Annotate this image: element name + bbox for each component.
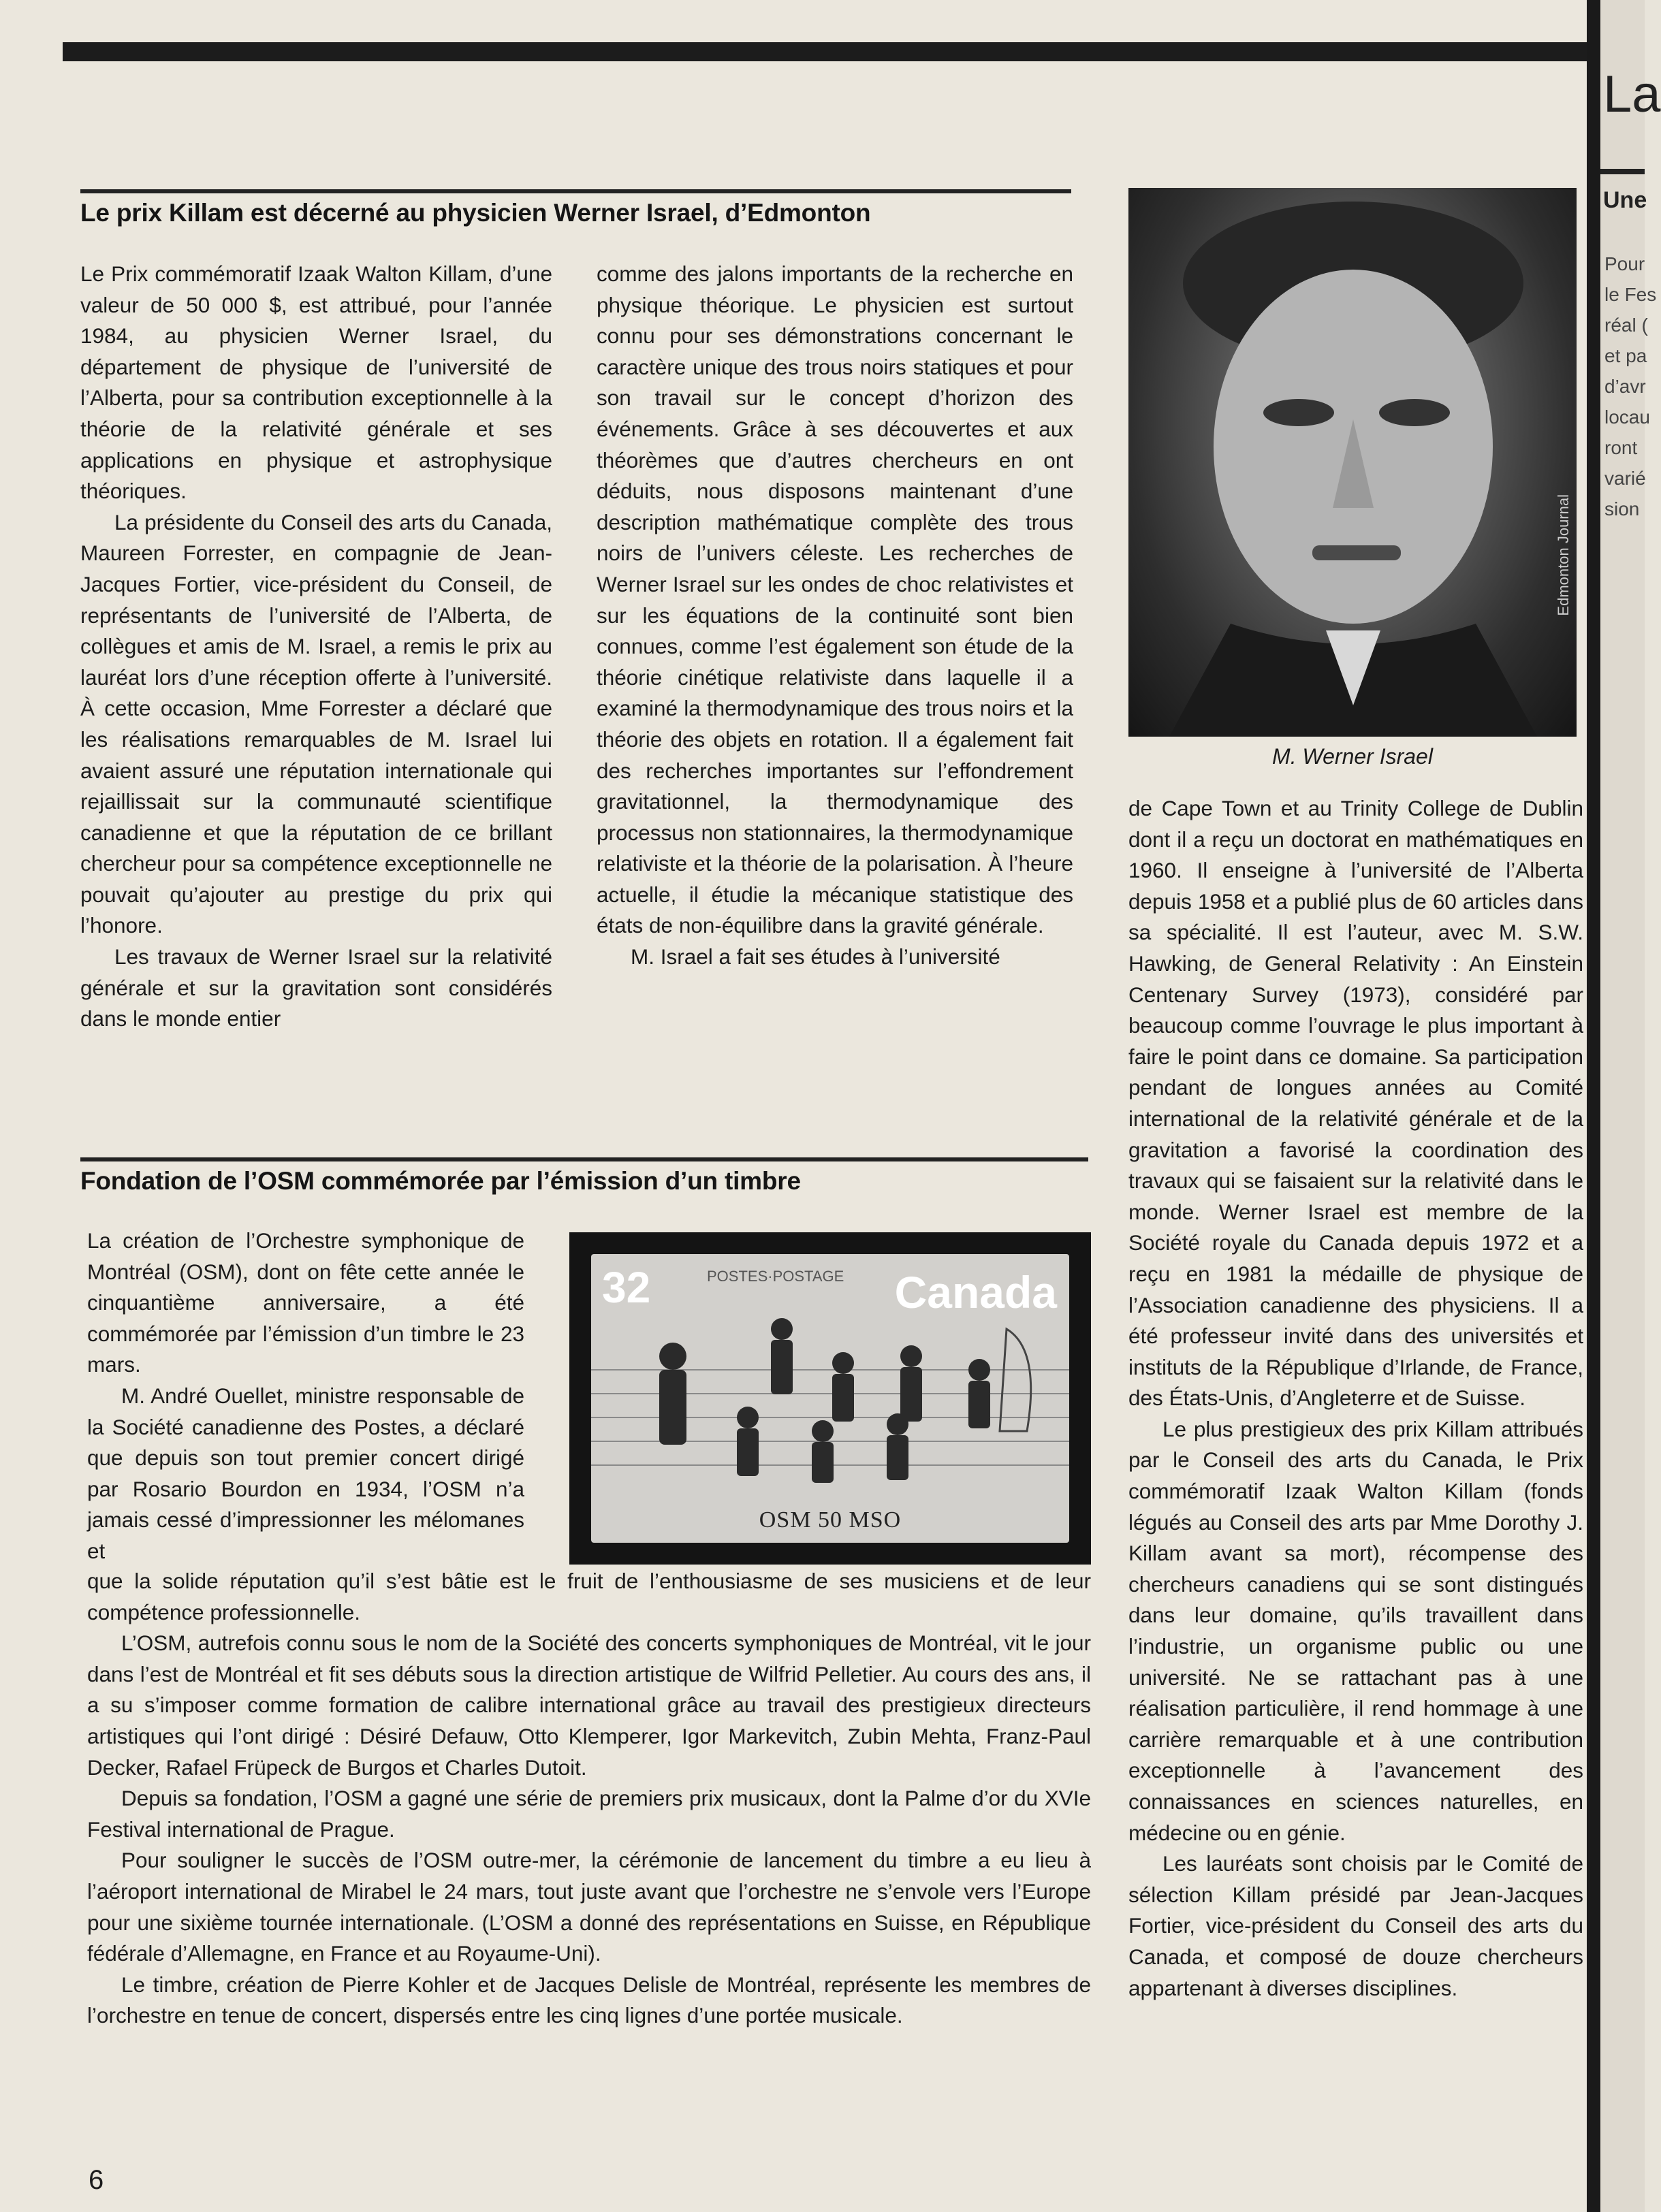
next-page-line: d’avr	[1604, 376, 1646, 397]
next-page-headline: Une	[1603, 187, 1647, 213]
paragraph: M. André Ouellet, ministre responsable de la Société canadienne des Postes, a déclaré que depuis son tout premier concert dirigé par Rosario Bourdon en 1934, l’OSM n’a jamais cessé d’impressionner les mélomanes et	[87, 1383, 524, 1563]
next-page-edge	[1600, 0, 1661, 2212]
top-rule	[63, 42, 1587, 61]
article2-narrow-column	[87, 1225, 524, 1567]
next-page-line: et pa	[1604, 345, 1647, 366]
article2-wide-column	[87, 1566, 1091, 2032]
next-page-line: sion	[1604, 498, 1640, 519]
next-page-line: varié	[1604, 468, 1646, 489]
article2-top-rule	[80, 1157, 1088, 1161]
article1-column-1	[80, 259, 552, 1035]
stamp-country: Canada	[894, 1267, 1057, 1317]
portrait-photo	[1128, 188, 1577, 737]
article1-column-3	[1128, 793, 1583, 2004]
paragraph: Depuis sa fondation, l’OSM a gagné une série de premiers prix musicaux, dont la Palme d’or du XVIe Festival international de Prague.	[87, 1786, 1091, 1842]
next-page-line: Pour	[1604, 253, 1645, 274]
photo-caption: M. Werner Israel	[1272, 744, 1433, 769]
article2-headline: Fondation de l’OSM commémorée par l’émission d’un timbre	[80, 1167, 801, 1195]
paragraph: comme des jalons importants de la recherche en physique théorique. Le physicien est surtout connu pour ses démonstrations concernant le caractère unique des trous noirs statiques et pour son travail sur le concept d’horizon des événements. Grâce à ses découvertes et aux théorèmes que d’autres chercheurs en ont déduits, nous disposons maintenant d’une description mathématique complète des trous noirs de l’univers céleste. Les recherches de Werner Israel sur les ondes de choc relativistes et sur les équations de la continuité sont bien connues, comme l’est également son étude de la théorie cinétique relativiste dans laquelle il a examiné la thermodynamique des trous noirs et la théorie des objets en rotation. Il a également fait des recherches importantes sur l’effondrement gravitationnel, la thermodynamique des processus non stationnaires, la thermodynamique relativiste et la théorie de la polarisation. À l’heure actuelle, il étudie la mécanique statistique des états de non-équilibre dans la gravité générale.	[597, 261, 1073, 938]
next-page-rule	[1600, 169, 1645, 174]
next-page-line: locau	[1604, 406, 1650, 428]
portrait-illustration	[1128, 188, 1577, 737]
stamp-legend: OSM 50 MSO	[759, 1507, 902, 1533]
stamp-value: 32	[602, 1263, 651, 1312]
next-page-line: réal (	[1604, 315, 1648, 336]
paragraph: L’OSM, autrefois connu sous le nom de la Société des concerts symphoniques de Montréal, vit le jour dans l’est de Montréal et fit ses débuts sous la direction artistique de Wilfrid Pelletier. Au cours des ans, il a su s’imposer comme formation de calibre international grâce au travail des prestigieux directeurs artistiques qui l’ont dirigé : Désiré Defauw, Otto Klemperer, Igor Markevitch, Zubin Mehta, Franz-Paul Decker, Rafael Früpeck de Burgos et Charles Dutoit.	[87, 1631, 1091, 1780]
next-page-title: La	[1603, 65, 1661, 123]
paragraph: que la solide réputation qu’il s’est bâtie est le fruit de l’enthousiasme de ses musiciens et de leur compétence professionnelle.	[87, 1569, 1091, 1624]
stamp-image	[569, 1232, 1091, 1565]
paragraph: Le timbre, création de Pierre Kohler et de Jacques Delisle de Montréal, représente les membres de l’orchestre en tenue de concert, dispersés entre les cinq lignes d’une portée musicale.	[87, 1972, 1091, 2028]
page-number: 6	[89, 2165, 104, 2195]
paragraph: La présidente du Conseil des arts du Canada, Maureen Forrester, en compagnie de Jean-Jacques Fortier, vice-président du Conseil, de représentants de l’université de l’Alberta, de collègues et amis de M. Israel, a remis le prix au lauréat lors d’une réception offerte à l’université. À cette occasion, Mme Forrester a déclaré que les réalisations remarquables de M. Israel lui avaient assuré une réputation internationale qui rejaillissait sur la communauté scientifique canadienne et que la réputation de ce brillant chercheur pour sa compétence exceptionnelle ne pouvait qu’ajouter au prestige du prix qui l’honore.	[80, 509, 552, 938]
paragraph: Les lauréats sont choisis par le Comité de sélection Killam présidé par Jean-Jacques Fortier, vice-président du Conseil des arts du Canada, et composé de douze chercheurs appartenant à diverses disciplines.	[1128, 1851, 1583, 2000]
paragraph: de Cape Town et au Trinity College de Dublin dont il a reçu un doctorat en mathématiques en 1960. Il enseigne à l’université de l’Alberta depuis 1958 et a publié plus de 60 articles dans sa spécialité. Il est l’auteur, avec M. S.W. Hawking, de General Relativity : An Einstein Centenary Survey (1973), considéré par beaucoup comme l’ouvrage le plus important à faire le point dans ce domaine. Sa participation pendant de longues années au Comité international de la relativité générale et de la gravitation a favorisé la coordination des travaux qui se faisaient sur la relativité dans le monde. Werner Israel est membre de la Société royale du Canada depuis 1972 et a reçu en 1981 la médaille de physique de l’Association canadienne des physiciens. Il a été professeur invité dans des universités et instituts de la République d’Irlande, de France, des États-Unis, d’Angleterre et de Suisse.	[1128, 796, 1583, 1411]
paragraph: Le plus prestigieux des prix Killam attribués par le Conseil des arts du Canada, le Prix commémoratif Izaak Walton Killam (fonds légués au Conseil des arts par Mme Dorothy J. Killam avant sa mort), récompense des chercheurs canadiens qui se sont distingués dans leur domaine, qu’ils travaillent dans l’industrie, un organisme public ou une université. Ne se rattachant pas à une réalisation particulière, il rend hommage à une carrière remarquable et à une contribution exceptionnelle à l’avancement des connaissances en sciences naturelles, en médecine ou en génie.	[1128, 1416, 1583, 1845]
paragraph: La création de l’Orchestre symphonique de Montréal (OSM), dont on fête cette année le cinquantième anniversaire, a été commémorée par l’émission d’un timbre le 23 mars.	[87, 1228, 524, 1377]
stamp-postage-label: POSTES·POSTAGE	[707, 1268, 844, 1285]
next-page-line: ront	[1604, 437, 1638, 458]
paragraph: M. Israel a fait ses études à l’université	[631, 944, 1000, 969]
paragraph: Les travaux de Werner Israel sur la relativité générale et sur la gravitation sont considérés dans le monde entier	[80, 944, 552, 1031]
paragraph: Le Prix commémoratif Izaak Walton Killam, d’une valeur de 50 000 $, est attribué, pour l’année 1984, au physicien Werner Israel, du département de physique de l’université de l’Alberta, pour sa contribution exceptionnelle à la théorie de la relativité générale et ses applications en physique et astrophysique théoriques.	[80, 261, 552, 504]
article1-column-2	[597, 259, 1073, 973]
article1-headline: Le prix Killam est décerné au physicien Werner Israel, d’Edmonton	[80, 199, 871, 227]
photo-credit: Edmonton Journal	[1555, 494, 1572, 616]
next-page-line: le Fes	[1604, 284, 1657, 305]
paragraph: Pour souligner le succès de l’OSM outre-mer, la cérémonie de lancement du timbre a eu lieu à l’aéroport international de Mirabel le 24 mars, tout juste avant que l’orchestre ne s’envole vers l’Europe pour une sixième tournée internationale. (L’OSM a donné des représentations en Suisse, en République fédérale d’Allemagne, en France et au Royaume-Uni).	[87, 1848, 1091, 1966]
stamp	[591, 1254, 1069, 1543]
article1-top-rule	[80, 189, 1071, 193]
